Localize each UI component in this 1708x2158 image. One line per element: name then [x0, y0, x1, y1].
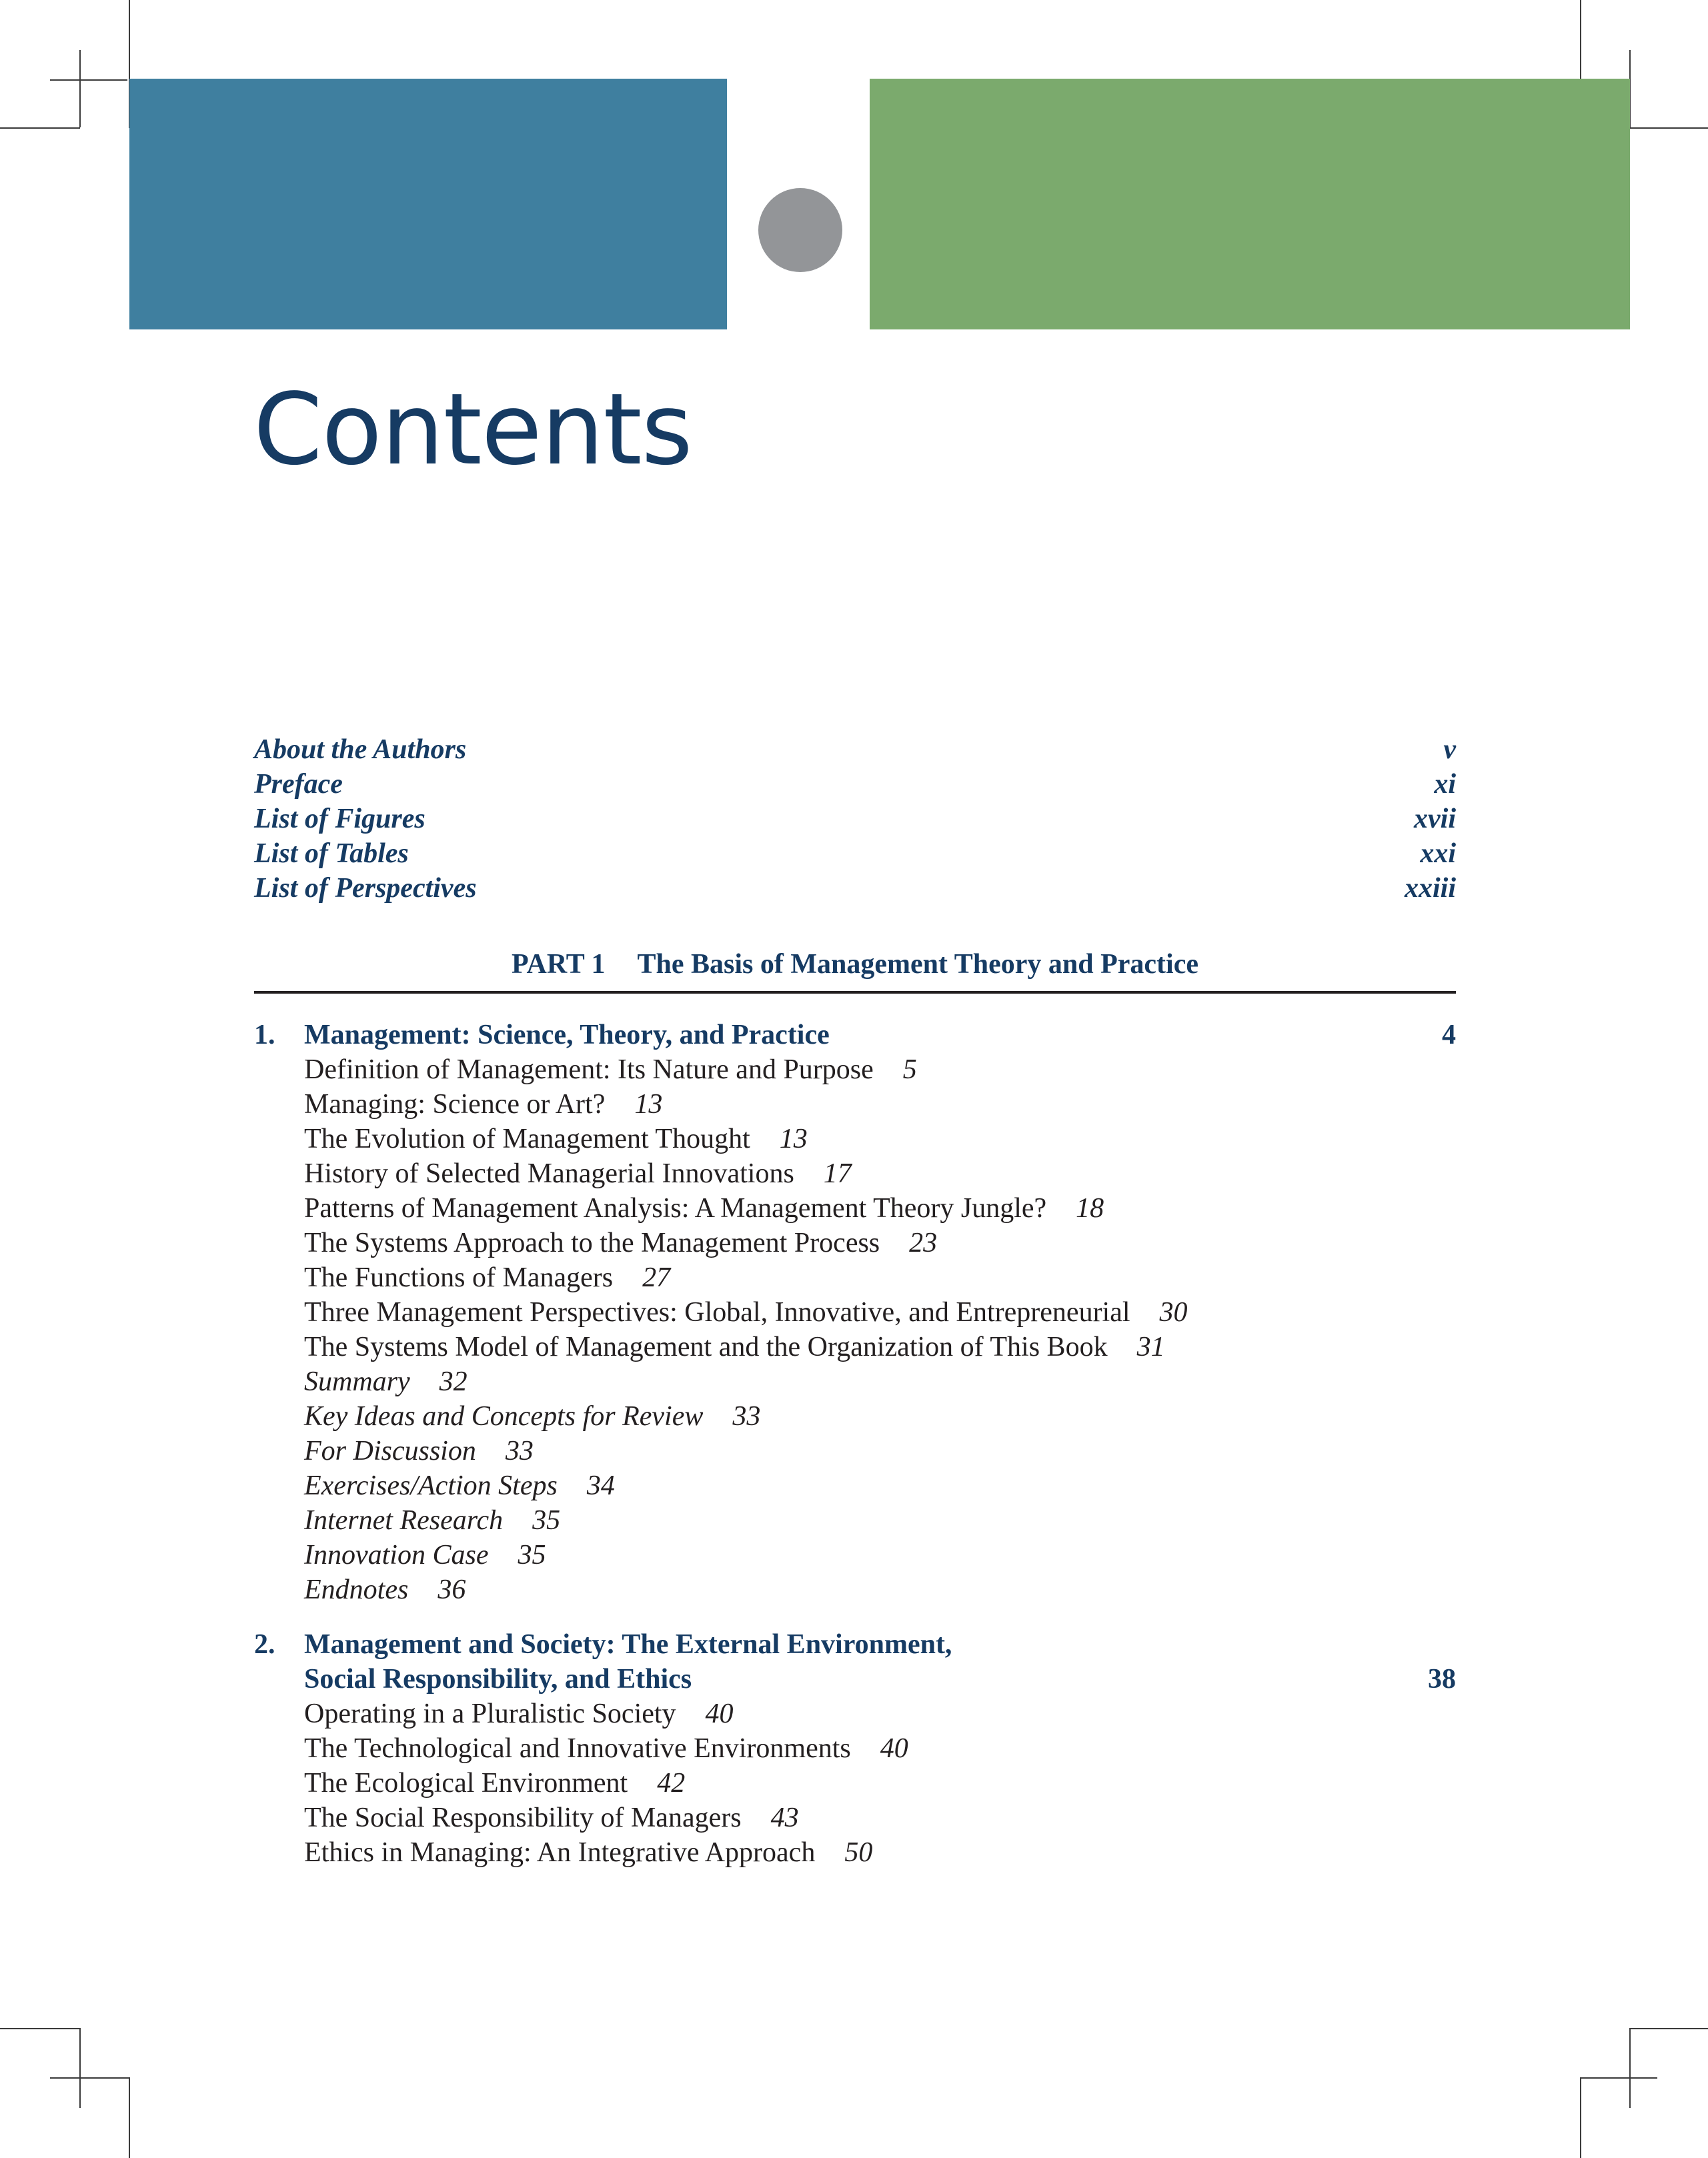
entry-page: 40 [880, 1733, 908, 1764]
entry-text: Managing: Science or Art? [304, 1089, 606, 1120]
entry-page: 27 [642, 1262, 671, 1293]
front-matter-item[interactable] [254, 802, 1456, 836]
chapter-heading[interactable] [254, 1627, 1456, 1662]
toc-entry[interactable] [304, 1399, 1456, 1434]
toc-entry[interactable] [304, 1697, 1456, 1731]
front-matter-label: List of Perspectives [254, 873, 477, 904]
entry-text: The Functions of Managers [304, 1262, 614, 1293]
entry-page: 42 [657, 1768, 686, 1799]
page-title: Contents [253, 372, 692, 487]
toc-entry[interactable] [304, 1731, 1456, 1766]
entry-text: Ethics in Managing: An Integrative Approach [304, 1837, 816, 1868]
entry-text: Endnotes [304, 1574, 409, 1605]
toc-entry[interactable] [304, 1835, 1456, 1870]
crop-mark [1629, 2028, 1631, 2108]
chapter-2-entries [254, 1697, 1456, 1870]
crop-mark [0, 2028, 80, 2029]
toc-entry[interactable] [304, 1087, 1456, 1122]
front-matter-page: v [1443, 734, 1456, 765]
entry-text: The Social Responsibility of Managers [304, 1803, 742, 1833]
front-matter-page: xxiii [1404, 873, 1456, 904]
crop-mark [1629, 127, 1708, 129]
entry-text: Patterns of Management Analysis: A Management Theory Jungle? [304, 1193, 1047, 1224]
chapter-page: 38 [1428, 1664, 1456, 1695]
entry-page: 5 [902, 1054, 917, 1085]
toc-entry[interactable] [304, 1538, 1456, 1572]
crop-mark [50, 2077, 129, 2079]
entry-page: 33 [505, 1436, 534, 1466]
chapter-heading-line-2[interactable] [254, 1662, 1456, 1697]
entry-text: Internet Research [304, 1505, 504, 1536]
entry-page: 33 [732, 1401, 761, 1432]
entry-page: 17 [823, 1158, 852, 1189]
front-matter-item[interactable] [254, 767, 1456, 802]
toc-entry[interactable] [304, 1156, 1456, 1191]
part-label: PART 1 [512, 949, 606, 980]
crop-mark [1580, 2077, 1581, 2158]
front-matter-item[interactable] [254, 732, 1456, 767]
entry-text: Operating in a Pluralistic Society [304, 1699, 676, 1729]
front-matter-label: Preface [254, 769, 343, 800]
crop-mark [79, 2028, 81, 2108]
entry-page: 23 [909, 1228, 938, 1258]
entry-page: 43 [770, 1803, 799, 1833]
chapter-1-entries [254, 1052, 1456, 1607]
header-blue-block [129, 79, 727, 329]
entry-text: Innovation Case [304, 1540, 489, 1570]
header-grey-dot [758, 188, 842, 272]
front-matter-page: xi [1434, 769, 1456, 800]
entry-text: Key Ideas and Concepts for Review [304, 1401, 704, 1432]
front-matter-item[interactable] [254, 871, 1456, 906]
entry-page: 32 [439, 1366, 468, 1397]
front-matter-page: xxi [1420, 838, 1456, 869]
entry-text: The Systems Model of Management and the Organization of This Book [304, 1332, 1108, 1362]
part-divider [254, 991, 1456, 994]
entry-text: Summary [304, 1366, 410, 1397]
toc-entry[interactable] [304, 1122, 1456, 1156]
chapter-title: Management: Science, Theory, and Practice [304, 1020, 830, 1050]
part-title: The Basis of Management Theory and Practice [637, 949, 1198, 980]
chapter-heading[interactable] [254, 1018, 1456, 1052]
crop-mark [129, 2077, 130, 2158]
entry-page: 34 [586, 1470, 615, 1501]
entry-page: 13 [634, 1089, 663, 1120]
chapter-page: 4 [1442, 1020, 1456, 1050]
chapter-number: 1. [254, 1020, 275, 1050]
entry-text: The Technological and Innovative Environments [304, 1733, 851, 1764]
toc-entry[interactable] [304, 1330, 1456, 1364]
front-matter-list [254, 732, 1456, 906]
toc-entry[interactable] [304, 1295, 1456, 1330]
toc-entry[interactable] [304, 1260, 1456, 1295]
crop-mark [1580, 2077, 1657, 2079]
crop-mark [50, 79, 127, 81]
chapter-number: 2. [254, 1629, 275, 1660]
front-matter-item[interactable] [254, 836, 1456, 871]
toc-entry[interactable] [304, 1226, 1456, 1260]
front-matter-page: xvii [1414, 804, 1456, 834]
entry-page: 50 [844, 1837, 873, 1868]
entry-page: 40 [705, 1699, 734, 1729]
entry-page: 31 [1136, 1332, 1165, 1362]
entry-text: Three Management Perspectives: Global, Innovative, and Entrepreneurial [304, 1297, 1130, 1328]
toc-entry[interactable] [304, 1191, 1456, 1226]
entry-text: The Ecological Environment [304, 1768, 628, 1799]
crop-mark [79, 50, 81, 127]
toc-entry[interactable] [304, 1468, 1456, 1503]
front-matter-label: About the Authors [254, 734, 467, 765]
toc-entry[interactable] [304, 1503, 1456, 1538]
toc-entry[interactable] [304, 1052, 1456, 1087]
entry-page: 36 [438, 1574, 466, 1605]
entry-page: 35 [532, 1505, 561, 1536]
crop-mark [1580, 0, 1581, 80]
part-heading [254, 947, 1456, 982]
header-green-block [870, 79, 1630, 329]
front-matter-label: List of Tables [254, 838, 409, 869]
toc-entry[interactable] [304, 1801, 1456, 1835]
crop-mark [1629, 2028, 1708, 2029]
entry-page: 13 [779, 1124, 808, 1154]
entry-page: 30 [1159, 1297, 1188, 1328]
chapter-1 [254, 1018, 1456, 1607]
entry-page: 18 [1076, 1193, 1104, 1224]
crop-mark [0, 127, 80, 129]
entry-page: 35 [518, 1540, 546, 1570]
toc-entry[interactable] [304, 1364, 1456, 1399]
toc-entry[interactable] [304, 1766, 1456, 1801]
entry-text: For Discussion [304, 1436, 476, 1466]
entry-text: Definition of Management: Its Nature and Purpose [304, 1054, 874, 1085]
chapter-title: Management and Society: The External Environment, [304, 1629, 952, 1660]
entry-text: The Evolution of Management Thought [304, 1124, 750, 1154]
toc-entry[interactable] [304, 1572, 1456, 1607]
entry-text: Exercises/Action Steps [304, 1470, 558, 1501]
entry-text: History of Selected Managerial Innovations [304, 1158, 794, 1189]
front-matter-label: List of Figures [254, 804, 425, 834]
chapter-2 [254, 1627, 1456, 1870]
chapter-title: Social Responsibility, and Ethics [304, 1664, 692, 1695]
toc-entry[interactable] [304, 1434, 1456, 1468]
entry-text: The Systems Approach to the Management Process [304, 1228, 880, 1258]
